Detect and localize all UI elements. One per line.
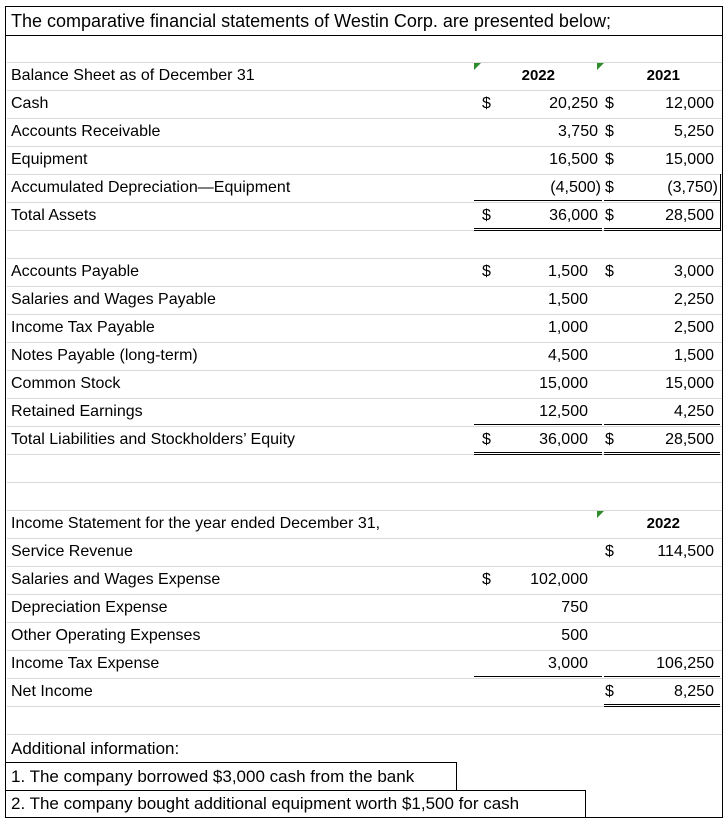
value-prior: 28,500: [665, 207, 714, 224]
gridline: [7, 146, 722, 147]
value-current: 36,000: [539, 431, 588, 448]
value-current: 4,500: [547, 347, 588, 364]
value-prior: 12,000: [665, 95, 714, 112]
expense-value: 500: [561, 627, 588, 644]
gridline: [7, 622, 722, 623]
income-year-header: 2022: [646, 515, 680, 532]
row-label: Cash: [11, 95, 49, 112]
gridline: [7, 398, 722, 399]
value-current: 1,000: [547, 319, 588, 336]
value-current: 1,500: [547, 263, 588, 280]
service-revenue-value: 114,500: [657, 543, 714, 560]
row-label: Notes Payable (long-term): [11, 347, 198, 364]
value-current: (4,500): [550, 179, 601, 196]
row-label: Income Tax Payable: [11, 319, 155, 336]
expense-value: 3,000: [547, 655, 588, 672]
gridline: [7, 286, 722, 287]
cell-border: [585, 790, 586, 817]
value-prior: 15,000: [665, 375, 714, 392]
value-prior: 4,250: [673, 403, 714, 420]
cell-border: [720, 174, 721, 231]
dollar-sign: $: [482, 431, 491, 448]
dollar-sign: $: [605, 431, 614, 448]
double-underline: [604, 452, 720, 453]
value-prior: 5,250: [673, 123, 714, 140]
row-label: Service Revenue: [11, 543, 133, 560]
gridline: [7, 258, 722, 259]
gridline: [7, 174, 722, 175]
row-label: Other Operating Expenses: [11, 627, 201, 644]
dollar-sign: $: [482, 95, 491, 112]
gridline: [7, 202, 722, 203]
green-triangle-icon: [474, 63, 481, 70]
page-title: The comparative financial statements of Westin Corp. are presented below;: [11, 11, 611, 31]
dollar-sign: $: [482, 571, 491, 588]
value-current: 16,500: [549, 151, 598, 168]
gridline: [7, 650, 722, 651]
row-label: Common Stock: [11, 375, 121, 392]
row-label: Total Assets: [11, 207, 97, 224]
double-underline: [474, 230, 602, 231]
gridline: [7, 678, 722, 679]
row-label: Salaries and Wages Expense: [11, 571, 221, 588]
value-current: 20,250: [549, 95, 598, 112]
year-prior-header: 2021: [646, 67, 680, 84]
row-label: Accounts Payable: [11, 263, 140, 280]
value-current: 36,000: [549, 207, 598, 224]
row-label: Income Tax Expense: [11, 655, 160, 672]
green-triangle-icon: [597, 511, 604, 518]
green-triangle-icon: [597, 63, 604, 70]
dollar-sign: $: [605, 263, 614, 280]
gridline: [7, 118, 722, 119]
dollar-sign: $: [605, 683, 614, 700]
row-label: Equipment: [11, 151, 88, 168]
value-prior: 2,500: [673, 319, 714, 336]
gridline: [7, 482, 722, 483]
underline: [604, 676, 720, 677]
dollar-sign: $: [605, 123, 614, 140]
year-current-header: 2022: [521, 67, 555, 84]
value-current: 3,750: [557, 123, 598, 140]
gridline: [7, 426, 722, 427]
row-label: Retained Earnings: [11, 403, 143, 420]
expense-value: 750: [561, 599, 588, 616]
gridline: [7, 538, 722, 539]
gridline: [7, 734, 722, 735]
row-label: Net Income: [11, 683, 93, 700]
additional-info-item: 2. The company bought additional equipment worth $1,500 for cash: [11, 794, 520, 813]
underline: [604, 424, 720, 425]
underline: [474, 676, 602, 677]
additional-info-heading: Additional information:: [11, 739, 180, 758]
title-divider: [6, 35, 722, 36]
double-underline: [604, 454, 720, 455]
cell-border: [6, 762, 457, 763]
gridline: [7, 594, 722, 595]
gridline: [7, 314, 722, 315]
cell-border: [456, 762, 457, 790]
balance-sheet-header: Balance Sheet as of December 31: [11, 67, 255, 84]
dollar-sign: $: [482, 207, 491, 224]
double-underline: [604, 704, 720, 705]
dollar-sign: $: [482, 263, 491, 280]
value-prior: 15,000: [665, 151, 714, 168]
dollar-sign: $: [605, 179, 614, 196]
gridline: [7, 62, 722, 63]
value-prior: 1,500: [673, 347, 714, 364]
dollar-sign: $: [605, 543, 614, 560]
cell-border: [6, 790, 586, 791]
double-underline: [474, 228, 602, 229]
double-underline: [474, 452, 602, 453]
double-underline: [604, 706, 720, 707]
value-prior: 2,250: [673, 291, 714, 308]
value-prior: 28,500: [665, 431, 714, 448]
net-income-value: 8,250: [673, 683, 714, 700]
dollar-sign: $: [605, 151, 614, 168]
income-statement-header: Income Statement for the year ended December 31,: [11, 515, 381, 532]
gridline: [7, 90, 722, 91]
gridline: [7, 510, 722, 511]
value-prior: 3,000: [673, 263, 714, 280]
row-label: Accounts Receivable: [11, 123, 161, 140]
gridline: [7, 370, 722, 371]
double-underline: [474, 454, 602, 455]
total-expenses-value: 106,250: [656, 655, 714, 672]
row-label: Accumulated Depreciation—Equipment: [11, 179, 291, 196]
row-label: Depreciation Expense: [11, 599, 168, 616]
underline: [474, 424, 602, 425]
value-prior: (3,750): [667, 179, 718, 196]
row-label: Salaries and Wages Payable: [11, 291, 216, 308]
underline: [474, 200, 602, 201]
gridline: [7, 342, 722, 343]
row-label: Total Liabilities and Stockholders’ Equity: [11, 431, 296, 448]
gridline: [7, 566, 722, 567]
dollar-sign: $: [605, 95, 614, 112]
double-underline: [604, 230, 720, 231]
value-current: 12,500: [539, 403, 588, 420]
underline: [604, 200, 720, 201]
double-underline: [604, 228, 720, 229]
expense-value: 102,000: [530, 571, 588, 588]
dollar-sign: $: [605, 207, 614, 224]
value-current: 15,000: [539, 375, 588, 392]
additional-info-item: 1. The company borrowed $3,000 cash from the bank: [11, 767, 415, 786]
value-current: 1,500: [547, 291, 588, 308]
